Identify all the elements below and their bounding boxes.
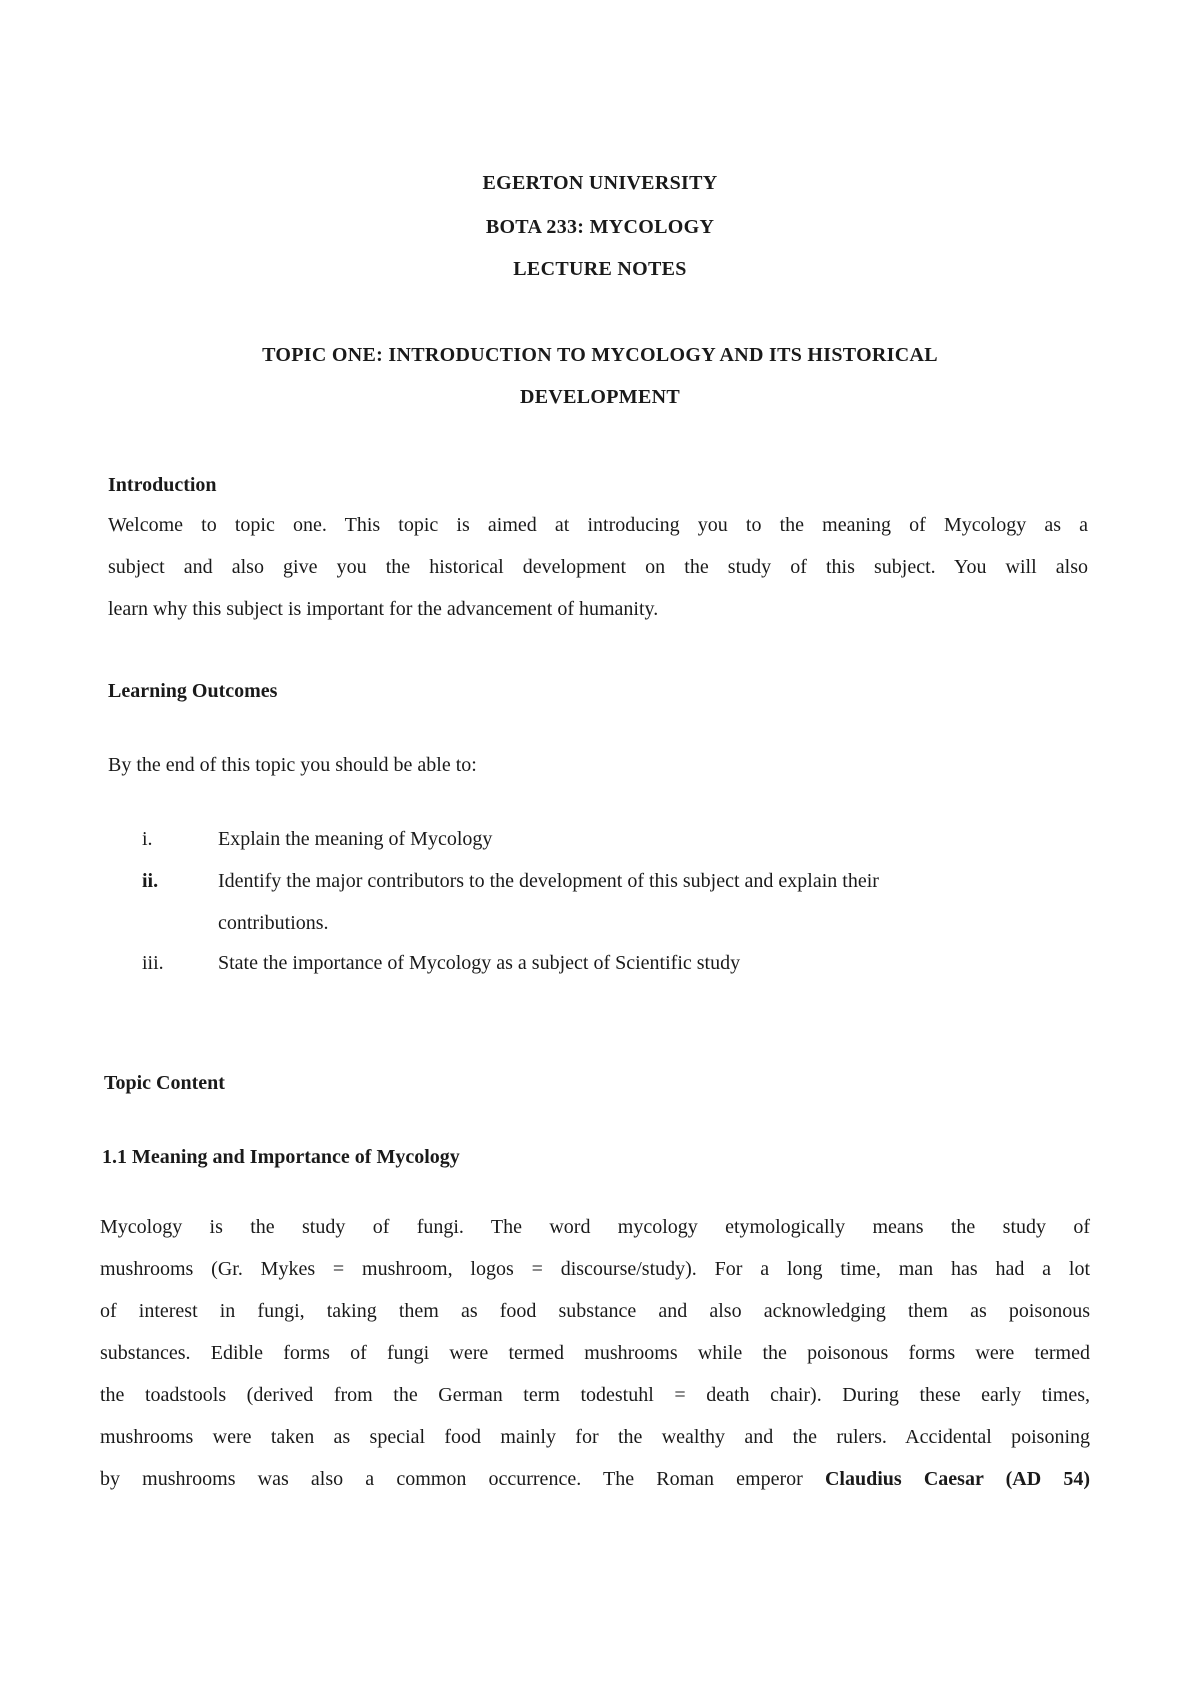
mycology-paragraph: [100, 1206, 1090, 1500]
introduction-line: learn why this subject is important for the advancement of humanity.: [108, 598, 659, 620]
list-item: [0, 818, 1200, 860]
topic-title-line-2: DEVELOPMENT: [520, 386, 680, 408]
introduction-paragraph: [108, 504, 1088, 630]
paragraph-line: of interest in fungi, taking them as food substance and also acknowledging them as poisonous: [100, 1300, 1090, 1322]
claudius-caesar-bold: Claudius Caesar (AD 54): [824, 1468, 1090, 1490]
learning-outcomes-lead: [108, 744, 1088, 786]
introduction-line: subject and also give you the historical development on the study of this subject. You will also: [108, 556, 1088, 578]
learning-outcomes-heading: Learning Outcomes: [108, 680, 278, 702]
topic-content-heading: Topic Content: [104, 1072, 225, 1094]
list-item-text: Explain the meaning of Mycology: [218, 828, 493, 850]
course-code-title: BOTA 233: MYCOLOGY: [485, 216, 715, 238]
paragraph-line: mushrooms (Gr. Mykes = mushroom, logos = discourse/study). For a long time, man has had a lot: [100, 1258, 1090, 1280]
learning-outcomes-lead-text: By the end of this topic you should be able to:: [108, 754, 477, 776]
list-item-text: State the importance of Mycology as a subject of Scientific study: [218, 952, 741, 974]
list-item-number: i.: [142, 828, 153, 850]
paragraph-line: the toadstools (derived from the German term todestuhl = death chair). During these early times,: [100, 1384, 1090, 1406]
university-name: EGERTON UNIVERSITY: [482, 172, 718, 194]
list-item-text-line: contributions.: [218, 912, 329, 934]
paragraph-line: mushrooms were taken as special food mainly for the wealthy and the rulers. Accidental poisoning: [100, 1426, 1090, 1448]
introduction-heading: Introduction: [108, 474, 217, 496]
list-item: [0, 942, 1200, 984]
section-heading: 1.1 Meaning and Importance of Mycology: [102, 1146, 460, 1168]
paragraph-line-last-plain: by mushrooms was also a common occurrence. The Roman emperor: [100, 1468, 825, 1490]
paragraph-line: substances. Edible forms of fungi were termed mushrooms while the poisonous forms were termed: [100, 1342, 1090, 1364]
list-item-text-line: Identify the major contributors to the development of this subject and explain their: [218, 870, 879, 892]
list-item: [0, 860, 1200, 944]
list-item-text: [218, 860, 1098, 944]
paragraph-line-last: [100, 1458, 1090, 1500]
document-type: LECTURE NOTES: [513, 258, 687, 280]
topic-title-line-1: TOPIC ONE: INTRODUCTION TO MYCOLOGY AND ITS HISTORICAL: [262, 344, 938, 366]
list-item-number: iii.: [142, 952, 164, 974]
list-item-number: ii.: [142, 870, 159, 892]
introduction-line: Welcome to topic one. This topic is aimed at introducing you to the meaning of Mycology as a: [108, 514, 1088, 536]
paragraph-line: Mycology is the study of fungi. The word mycology etymologically means the study of: [100, 1216, 1090, 1238]
